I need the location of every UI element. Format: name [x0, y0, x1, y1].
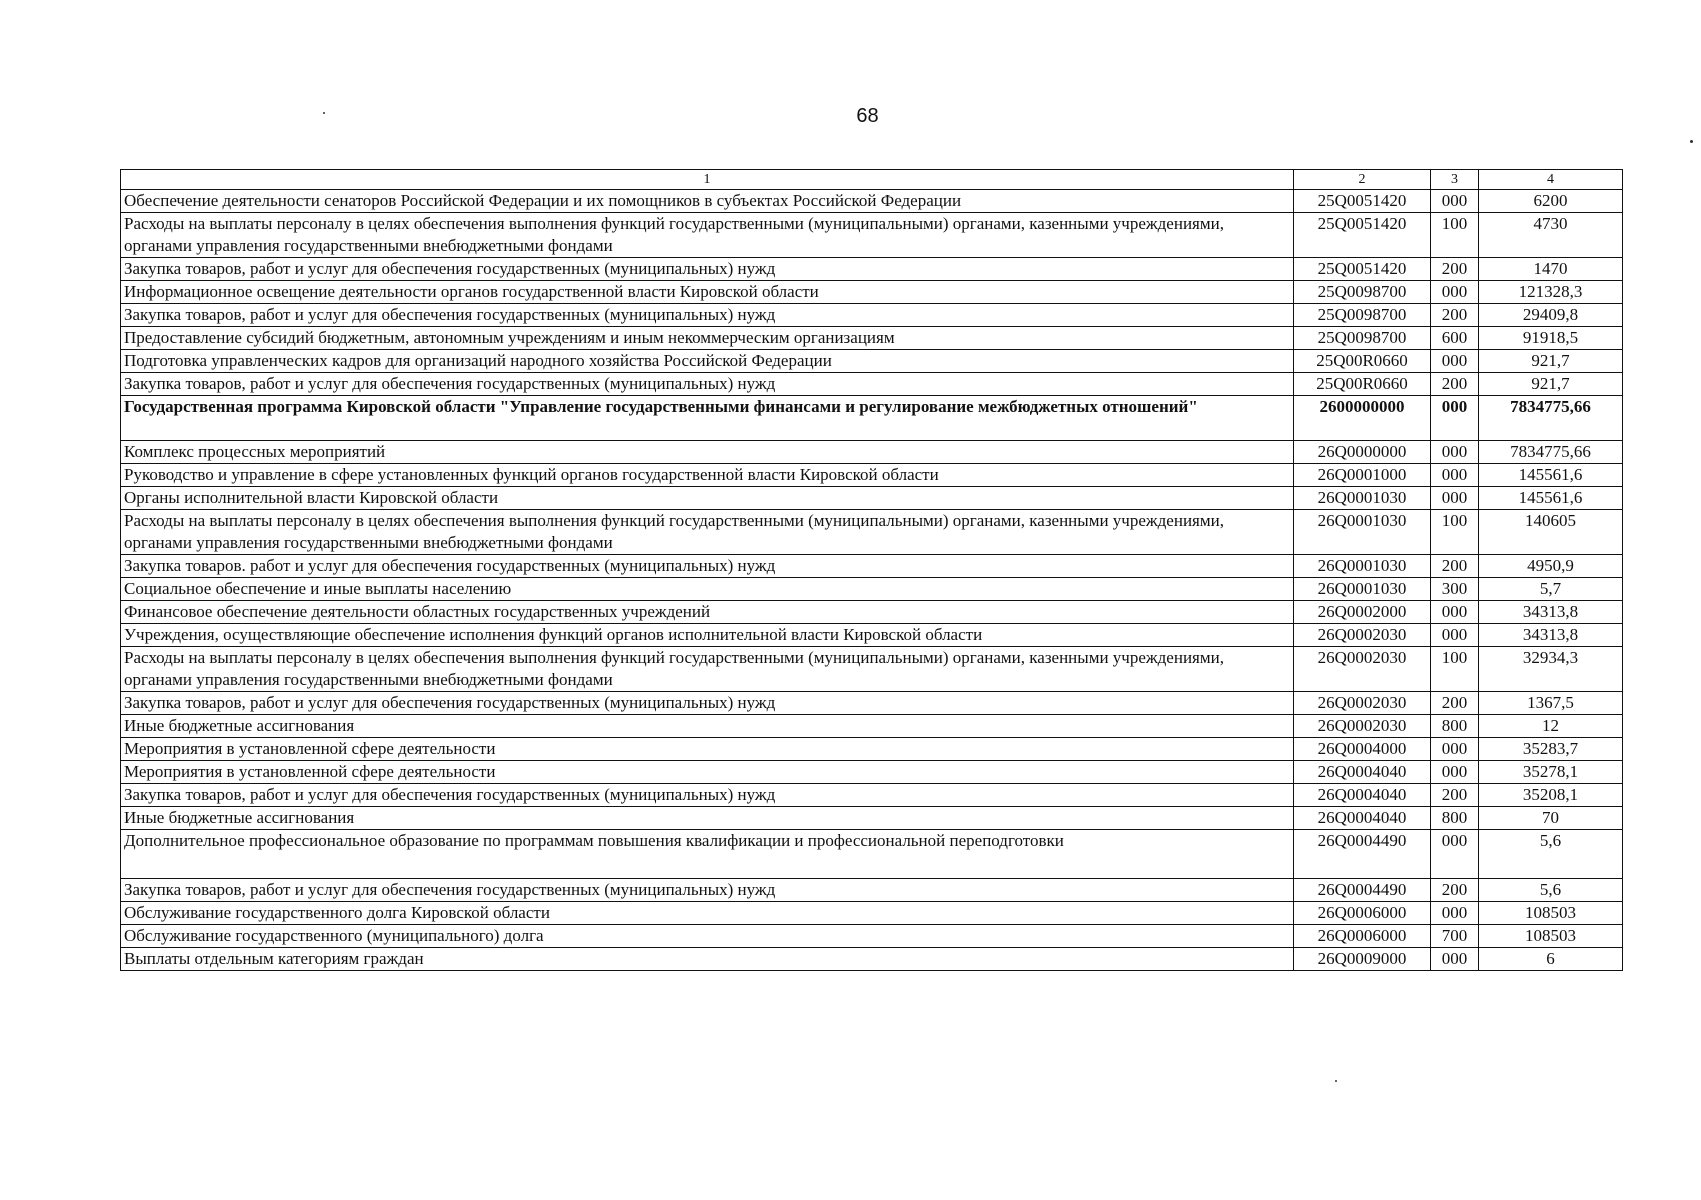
row-type-cell: 000: [1431, 601, 1479, 624]
table-row: [121, 807, 1623, 830]
row-code-cell: 26Q0004040: [1294, 807, 1431, 830]
table-row: [121, 647, 1623, 692]
row-code-cell: 26Q0001000: [1294, 464, 1431, 487]
row-code-cell: 26Q0004490: [1294, 879, 1431, 902]
row-name-cell: Финансовое обеспечение деятельности областных государственных учреждений: [121, 601, 1294, 624]
row-name-cell: Предоставление субсидий бюджетным, автономным учреждениям и иным некоммерческим организациям: [121, 327, 1294, 350]
row-code-cell: 26Q0009000: [1294, 948, 1431, 971]
row-code-cell: 26Q0006000: [1294, 902, 1431, 925]
row-code-cell: 25Q0051420: [1294, 190, 1431, 213]
row-type-cell: 200: [1431, 879, 1479, 902]
scan-speck: [323, 112, 325, 114]
row-name-cell: Закупка товаров, работ и услуг для обеспечения государственных (муниципальных) нужд: [121, 304, 1294, 327]
row-name-cell: Обслуживание государственного (муниципального) долга: [121, 925, 1294, 948]
row-code-cell: 25Q0098700: [1294, 327, 1431, 350]
row-name-cell: Социальное обеспечение и иные выплаты населению: [121, 578, 1294, 601]
row-type-cell: 800: [1431, 807, 1479, 830]
row-type-cell: 000: [1431, 738, 1479, 761]
row-type-cell: 100: [1431, 510, 1479, 555]
row-type-cell: 100: [1431, 647, 1479, 692]
table-row: [121, 738, 1623, 761]
row-code-cell: 25Q0098700: [1294, 281, 1431, 304]
row-sum-cell: 7834775,66: [1479, 396, 1623, 441]
row-sum-cell: 145561,6: [1479, 464, 1623, 487]
row-name-cell: Иные бюджетные ассигнования: [121, 807, 1294, 830]
row-type-cell: 700: [1431, 925, 1479, 948]
row-name-cell: Закупка товаров, работ и услуг для обеспечения государственных (муниципальных) нужд: [121, 692, 1294, 715]
row-type-cell: 000: [1431, 487, 1479, 510]
table-row: [121, 258, 1623, 281]
row-type-cell: 000: [1431, 350, 1479, 373]
table-row: [121, 601, 1623, 624]
table-row: [121, 830, 1623, 879]
table-row: [121, 879, 1623, 902]
table-row: [121, 948, 1623, 971]
row-sum-cell: 35208,1: [1479, 784, 1623, 807]
row-code-cell: 25Q00R0660: [1294, 373, 1431, 396]
table-body: [121, 170, 1623, 971]
row-name-cell: Подготовка управленческих кадров для организаций народного хозяйства Российской Федерации: [121, 350, 1294, 373]
row-type-cell: 100: [1431, 213, 1479, 258]
row-sum-cell: 6: [1479, 948, 1623, 971]
table-row: [121, 784, 1623, 807]
header-col-2: 2: [1294, 170, 1431, 190]
table-row: [121, 555, 1623, 578]
row-code-cell: 26Q0000000: [1294, 441, 1431, 464]
table-row: [121, 441, 1623, 464]
row-sum-cell: 34313,8: [1479, 601, 1623, 624]
row-name-cell: Иные бюджетные ассигнования: [121, 715, 1294, 738]
row-sum-cell: 1470: [1479, 258, 1623, 281]
scan-speck: [1690, 140, 1693, 143]
table-row: [121, 487, 1623, 510]
row-sum-cell: 1367,5: [1479, 692, 1623, 715]
row-sum-cell: 34313,8: [1479, 624, 1623, 647]
row-type-cell: 200: [1431, 258, 1479, 281]
row-code-cell: 26Q0001030: [1294, 510, 1431, 555]
budget-table: [120, 169, 1623, 971]
row-type-cell: 000: [1431, 761, 1479, 784]
row-name-cell: Обеспечение деятельности сенаторов Российской Федерации и их помощников в субъектах Российской Федерации: [121, 190, 1294, 213]
header-col-4: 4: [1479, 170, 1623, 190]
row-sum-cell: 5,7: [1479, 578, 1623, 601]
table-row: [121, 213, 1623, 258]
table-row: [121, 327, 1623, 350]
row-type-cell: 200: [1431, 373, 1479, 396]
row-code-cell: 26Q0004490: [1294, 830, 1431, 879]
row-name-cell: Закупка товаров, работ и услуг для обеспечения государственных (муниципальных) нужд: [121, 373, 1294, 396]
table-row: [121, 925, 1623, 948]
row-type-cell: 600: [1431, 327, 1479, 350]
header-col-1: 1: [121, 170, 1294, 190]
table-row: [121, 281, 1623, 304]
row-name-cell: Дополнительное профессиональное образование по программам повышения квалификации и профессиональной переподготовки: [121, 830, 1294, 879]
table-row: [121, 510, 1623, 555]
row-code-cell: 26Q0002030: [1294, 715, 1431, 738]
page-number: 68: [856, 105, 879, 127]
table-row: [121, 715, 1623, 738]
row-sum-cell: 32934,3: [1479, 647, 1623, 692]
table-row: [121, 578, 1623, 601]
table-row: [121, 761, 1623, 784]
row-type-cell: 000: [1431, 281, 1479, 304]
row-sum-cell: 4730: [1479, 213, 1623, 258]
row-type-cell: 200: [1431, 784, 1479, 807]
row-code-cell: 26Q0001030: [1294, 487, 1431, 510]
row-code-cell: 26Q0002000: [1294, 601, 1431, 624]
row-name-cell: Органы исполнительной власти Кировской области: [121, 487, 1294, 510]
row-sum-cell: 121328,3: [1479, 281, 1623, 304]
row-type-cell: 000: [1431, 624, 1479, 647]
row-sum-cell: 5,6: [1479, 830, 1623, 879]
row-sum-cell: 5,6: [1479, 879, 1623, 902]
row-sum-cell: 108503: [1479, 925, 1623, 948]
row-code-cell: 26Q0004040: [1294, 761, 1431, 784]
row-sum-cell: 145561,6: [1479, 487, 1623, 510]
row-type-cell: 200: [1431, 555, 1479, 578]
row-sum-cell: 35283,7: [1479, 738, 1623, 761]
row-type-cell: 000: [1431, 464, 1479, 487]
row-sum-cell: 140605: [1479, 510, 1623, 555]
row-code-cell: 26Q0002030: [1294, 647, 1431, 692]
row-name-cell: Выплаты отдельным категориям граждан: [121, 948, 1294, 971]
row-name-cell: Закупка товаров. работ и услуг для обеспечения государственных (муниципальных) нужд: [121, 555, 1294, 578]
row-name-cell: Государственная программа Кировской области "Управление государственными финансами и регулирование межбюджетных отношений": [121, 396, 1294, 441]
row-type-cell: 200: [1431, 692, 1479, 715]
row-code-cell: 26Q0004000: [1294, 738, 1431, 761]
row-name-cell: Закупка товаров, работ и услуг для обеспечения государственных (муниципальных) нужд: [121, 258, 1294, 281]
row-type-cell: 000: [1431, 190, 1479, 213]
row-name-cell: Мероприятия в установленной сфере деятельности: [121, 738, 1294, 761]
row-type-cell: 000: [1431, 948, 1479, 971]
row-sum-cell: 91918,5: [1479, 327, 1623, 350]
table-row: [121, 373, 1623, 396]
row-code-cell: 25Q0098700: [1294, 304, 1431, 327]
table-header-row: [121, 170, 1623, 190]
header-col-3: 3: [1431, 170, 1479, 190]
table-row: [121, 692, 1623, 715]
row-type-cell: 000: [1431, 830, 1479, 879]
table-row: [121, 304, 1623, 327]
row-sum-cell: 921,7: [1479, 373, 1623, 396]
row-sum-cell: 35278,1: [1479, 761, 1623, 784]
row-sum-cell: 921,7: [1479, 350, 1623, 373]
row-code-cell: 26Q0004040: [1294, 784, 1431, 807]
table-row: [121, 902, 1623, 925]
row-code-cell: 26Q0002030: [1294, 692, 1431, 715]
row-sum-cell: 7834775,66: [1479, 441, 1623, 464]
table-row: [121, 350, 1623, 373]
row-sum-cell: 6200: [1479, 190, 1623, 213]
row-sum-cell: 29409,8: [1479, 304, 1623, 327]
row-code-cell: 25Q0051420: [1294, 258, 1431, 281]
row-name-cell: Комплекс процессных мероприятий: [121, 441, 1294, 464]
row-name-cell: Мероприятия в установленной сфере деятельности: [121, 761, 1294, 784]
row-name-cell: Закупка товаров, работ и услуг для обеспечения государственных (муниципальных) нужд: [121, 784, 1294, 807]
row-sum-cell: 4950,9: [1479, 555, 1623, 578]
row-type-cell: 300: [1431, 578, 1479, 601]
row-name-cell: Расходы на выплаты персоналу в целях обеспечения выполнения функций государственными (муниципальными) органами, казенными учреждениями, органами управления государственными внебюджетными фондами: [121, 510, 1294, 555]
row-sum-cell: 70: [1479, 807, 1623, 830]
row-name-cell: Учреждения, осуществляющие обеспечение исполнения функций органов исполнительной власти Кировской области: [121, 624, 1294, 647]
row-code-cell: 26Q0002030: [1294, 624, 1431, 647]
row-name-cell: Расходы на выплаты персоналу в целях обеспечения выполнения функций государственными (муниципальными) органами, казенными учреждениями, органами управления государственными внебюджетными фондами: [121, 647, 1294, 692]
row-sum-cell: 108503: [1479, 902, 1623, 925]
row-type-cell: 800: [1431, 715, 1479, 738]
row-code-cell: 25Q00R0660: [1294, 350, 1431, 373]
row-code-cell: 26Q0006000: [1294, 925, 1431, 948]
table-row: [121, 624, 1623, 647]
row-code-cell: 2600000000: [1294, 396, 1431, 441]
scan-speck: [1335, 1080, 1337, 1082]
row-name-cell: Руководство и управление в сфере установленных функций органов государственной власти Кировской области: [121, 464, 1294, 487]
table-row: [121, 396, 1623, 441]
row-name-cell: Информационное освещение деятельности органов государственной власти Кировской области: [121, 281, 1294, 304]
row-name-cell: Расходы на выплаты персоналу в целях обеспечения выполнения функций государственными (муниципальными) органами, казенными учреждениями, органами управления государственными внебюджетными фондами: [121, 213, 1294, 258]
row-name-cell: Обслуживание государственного долга Кировской области: [121, 902, 1294, 925]
table-row: [121, 464, 1623, 487]
table-row: [121, 190, 1623, 213]
row-code-cell: 25Q0051420: [1294, 213, 1431, 258]
row-code-cell: 26Q0001030: [1294, 555, 1431, 578]
row-name-cell: Закупка товаров, работ и услуг для обеспечения государственных (муниципальных) нужд: [121, 879, 1294, 902]
row-type-cell: 000: [1431, 396, 1479, 441]
row-code-cell: 26Q0001030: [1294, 578, 1431, 601]
row-sum-cell: 12: [1479, 715, 1623, 738]
row-type-cell: 000: [1431, 441, 1479, 464]
row-type-cell: 000: [1431, 902, 1479, 925]
row-type-cell: 200: [1431, 304, 1479, 327]
